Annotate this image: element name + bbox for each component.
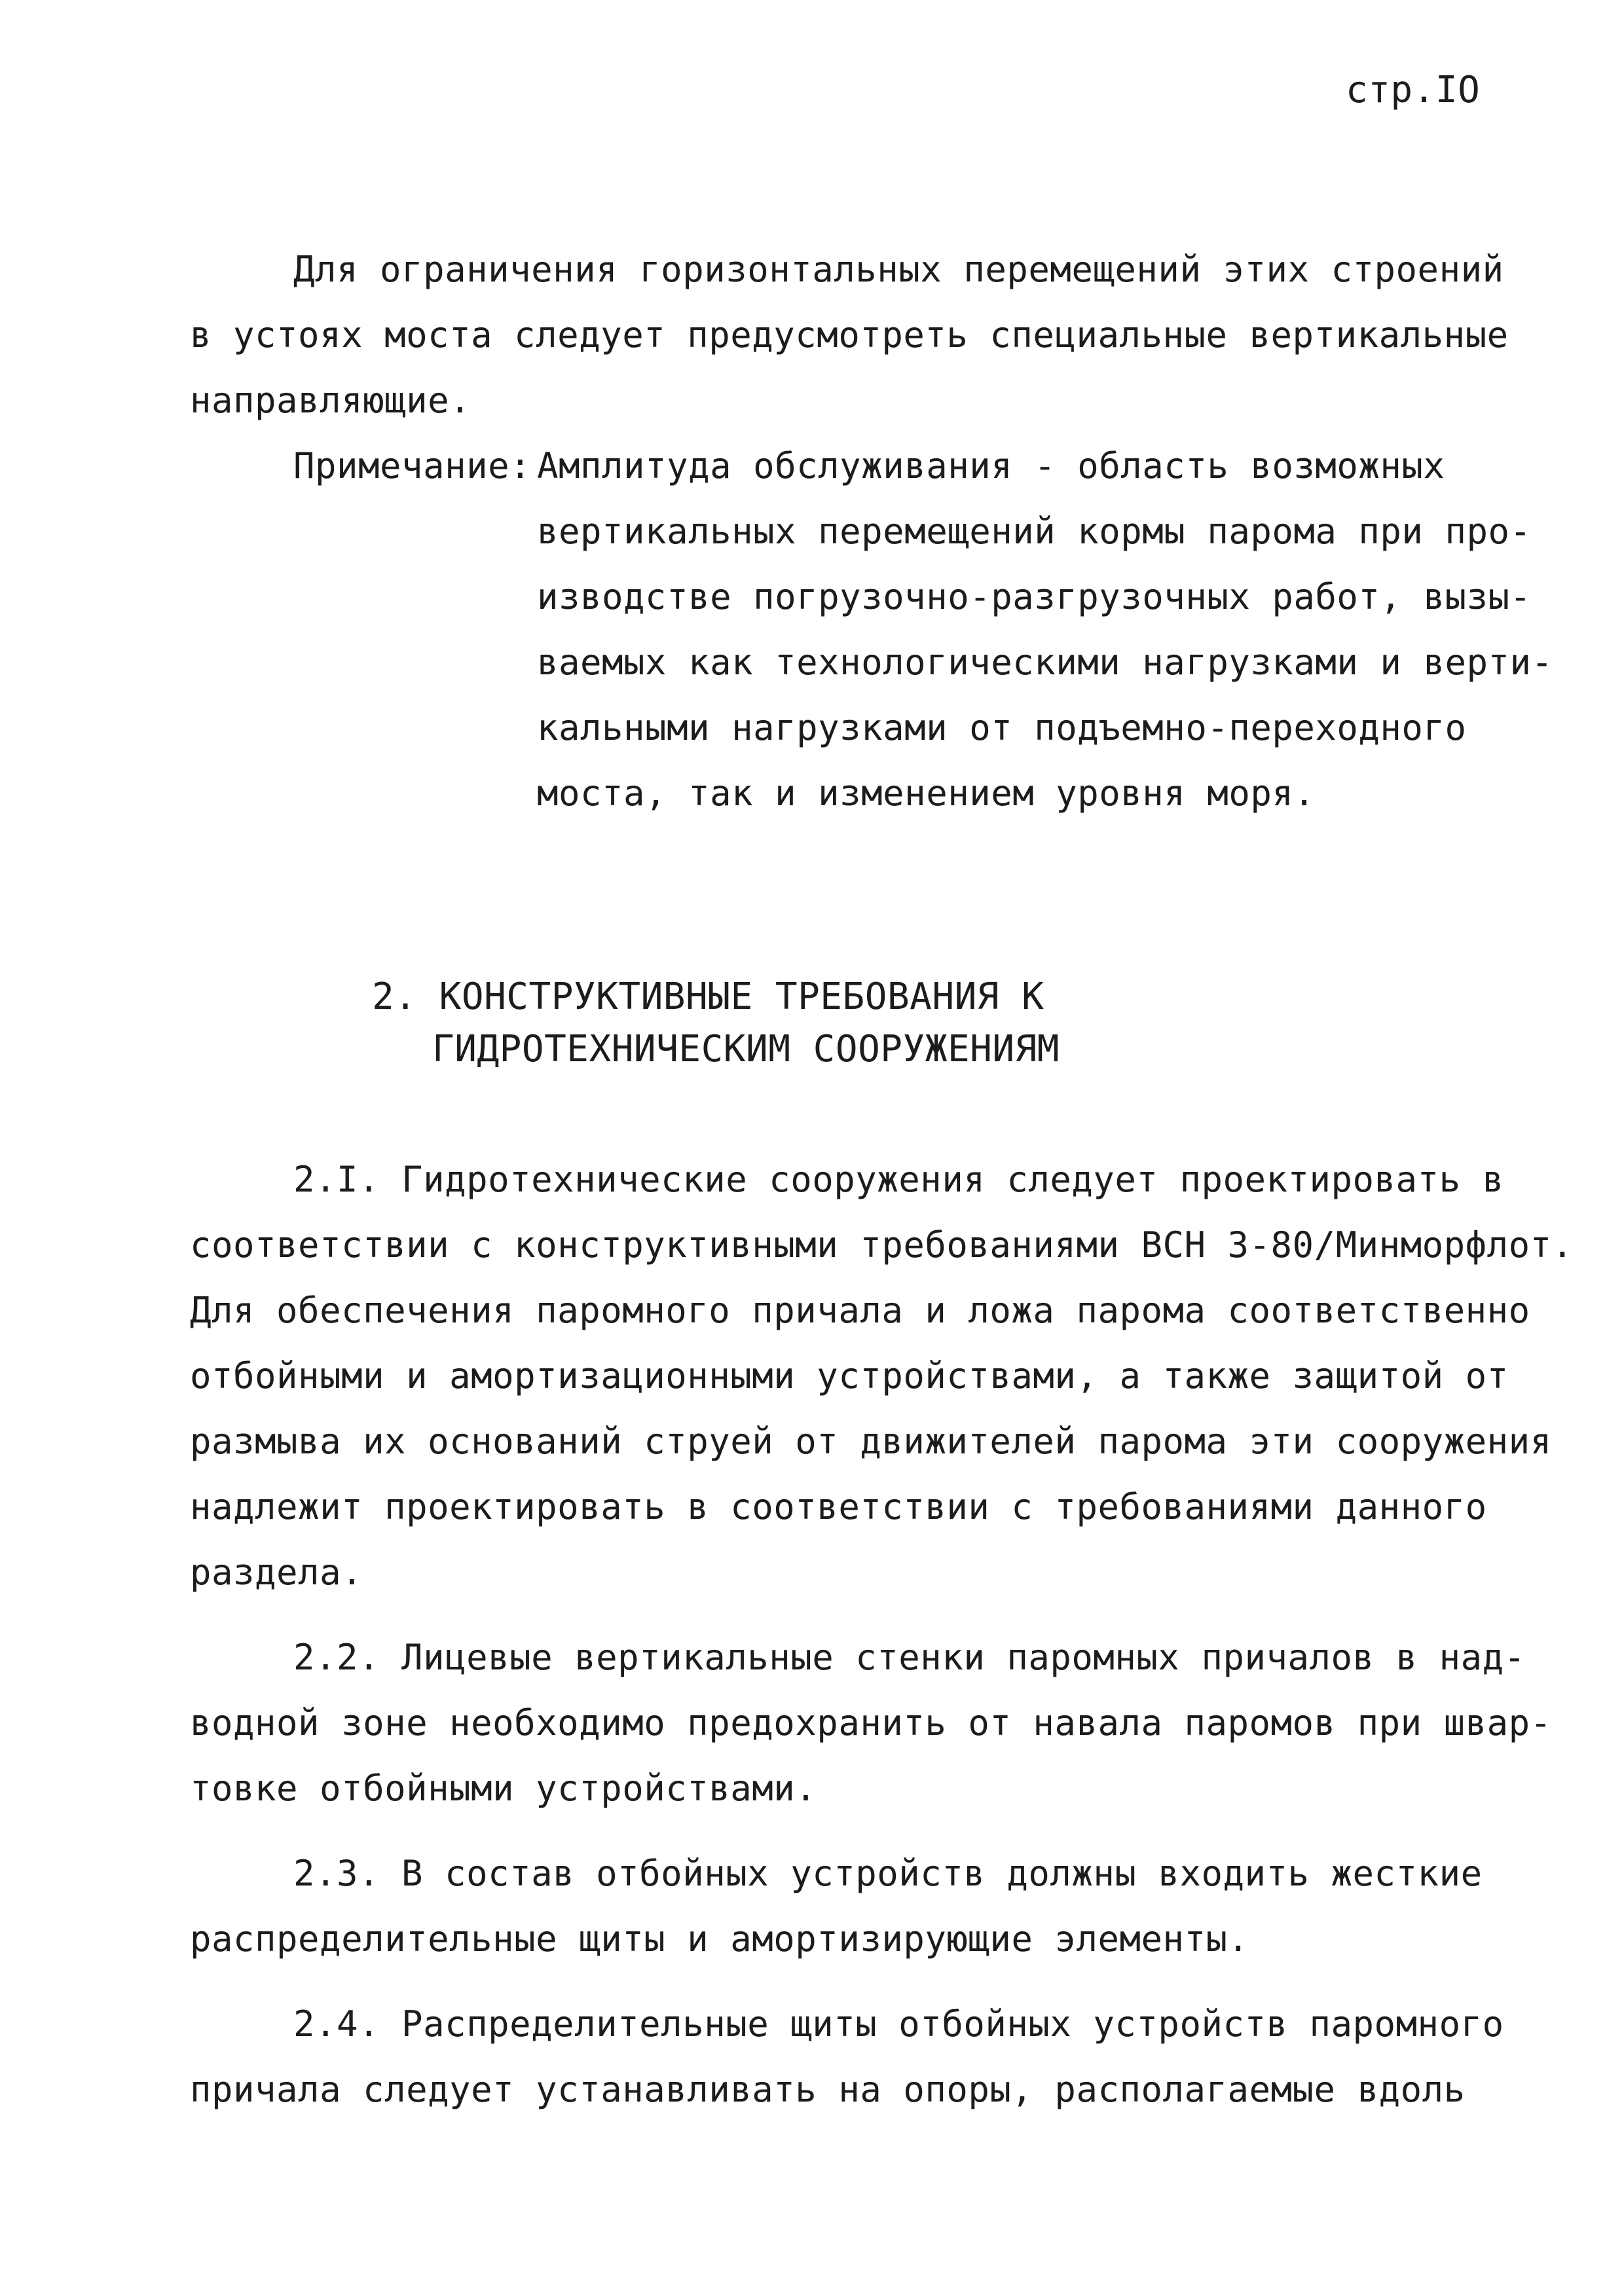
note-line: ваемых как технологическими нагрузками и верти-: [537, 642, 1553, 683]
section-heading-line: 2. КОНСТРУКТИВНЫЕ ТРЕБОВАНИЯ К: [372, 975, 1044, 1018]
paragraph-line: Для обеспечения паромного причала и ложа парома соответственно: [190, 1290, 1530, 1331]
paragraph-line: размыва их оснований струей от движителей парома эти сооружения: [190, 1421, 1552, 1462]
paragraph-line: причала следует устанавливать на опоры, располагаемые вдоль: [190, 2069, 1466, 2110]
paragraph-line: распределительные щиты и амортизирующие элементы.: [190, 1918, 1249, 1959]
paragraph-line: товке отбойными устройствами.: [190, 1768, 817, 1809]
paragraph-line: 2.I. Гидротехнические сооружения следует проектировать в: [293, 1159, 1504, 1200]
note-line: вертикальных перемещений кормы парома при про-: [537, 511, 1532, 552]
paragraph-line: направляющие.: [190, 380, 471, 421]
paragraph-line: Для ограничения горизонтальных перемещений этих строений: [293, 249, 1504, 290]
paragraph-line: в устоях моста следует предусмотреть специальные вертикальные: [190, 314, 1509, 355]
paragraph-line: раздела.: [190, 1552, 363, 1593]
section-heading-line: ГИДРОТЕХНИЧЕСКИМ СООРУЖЕНИЯМ: [432, 1028, 1060, 1070]
paragraph-line: 2.4. Распределительные щиты отбойных устройств паромного: [293, 2003, 1504, 2045]
note-line: изводстве погрузочно-разгрузочных работ, вызы-: [537, 576, 1532, 617]
paragraph-line: 2.3. В состав отбойных устройств должны входить жесткие: [293, 1853, 1483, 1894]
page-number: стр.IO: [1346, 69, 1481, 111]
note-line: Амплитуда обслуживания - область возможных: [537, 445, 1445, 486]
note-line: кальными нагрузками от подъемно-переходного: [537, 707, 1467, 748]
paragraph-line: соответствии с конструктивными требованиями ВСН 3-80/Минморфлот.: [190, 1224, 1574, 1266]
paragraph-line: отбойными и амортизационными устройствами, а также защитой от: [190, 1355, 1509, 1396]
paragraph-line: надлежит проектировать в соответствии с требованиями данного: [190, 1486, 1487, 1527]
paragraph-line: водной зоне необходимо предохранить от навала паромов при швар-: [190, 1702, 1552, 1743]
note-line: моста, так и изменением уровня моря.: [537, 773, 1316, 814]
paragraph-line: 2.2. Лицевые вертикальные стенки паромных причалов в над-: [293, 1637, 1526, 1678]
note-label: Примечание:: [293, 445, 532, 486]
